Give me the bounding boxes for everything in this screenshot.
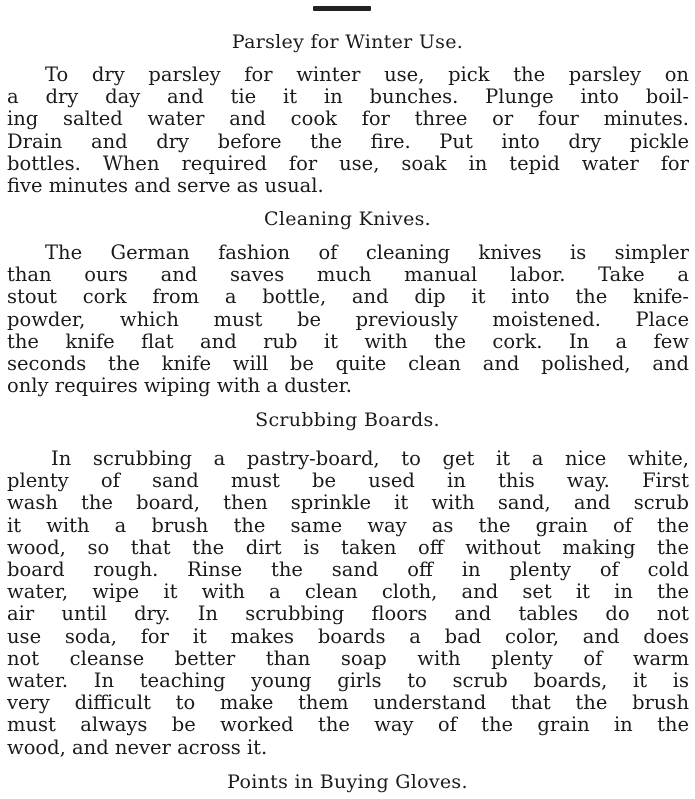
paragraph-knives	[7, 242, 689, 397]
text-line: To dry parsley for winter use, pick the parsley on	[45, 63, 689, 86]
text-line: use soda, for it makes boards a bad color, and does	[7, 624, 689, 648]
text-line: ing salted water and cook for three or four minutes.	[7, 107, 689, 131]
text-line: board rough. Rinse the sand off in plenty of cold	[7, 558, 689, 582]
section-heading-gloves: Points in Buying Gloves.	[227, 771, 468, 793]
section-heading-knives: Cleaning Knives.	[263, 208, 431, 230]
text-line: than ours and saves much manual labor. Take a	[7, 263, 689, 287]
text-line: The German fashion of cleaning knives is simpler	[45, 241, 689, 264]
text-line: powder, which must be previously moistened. Place	[7, 307, 689, 331]
text-line: stout cork from a bottle, and dip it into the knife-	[7, 285, 689, 309]
text-line: water. In teaching young girls to scrub boards, it is	[7, 669, 689, 693]
text-line: plenty of sand must be used in this way. First	[7, 469, 689, 493]
column-rule	[313, 6, 371, 11]
text-line: it with a brush the same way as the grain of the	[7, 513, 689, 537]
text-line: the knife flat and rub it with the cork. In a few	[7, 329, 689, 353]
paragraph-scrubbing	[7, 448, 689, 759]
text-line: air until dry. In scrubbing floors and tables do not	[7, 602, 689, 626]
text-line: five minutes and serve as usual.	[7, 174, 324, 198]
text-line: wood, so that the dirt is taken off without making the	[7, 535, 689, 559]
section-heading-parsley: Parsley for Winter Use.	[231, 31, 464, 53]
text-line: wash the board, then sprinkle it with sand, and scrub	[7, 491, 689, 515]
text-line: wood, and never across it.	[7, 735, 268, 759]
text-line: bottles. When required for use, soak in tepid water for	[7, 151, 689, 175]
text-line: very difficult to make them understand that the brush	[7, 691, 689, 715]
text-line: seconds the knife will be quite clean and polished, and	[7, 352, 689, 376]
text-line: water, wipe it with a clean cloth, and set it in the	[7, 580, 689, 604]
text-line: In scrubbing a pastry-board, to get it a nice white,	[51, 447, 689, 470]
text-line: only requires wiping with a duster.	[7, 374, 352, 398]
text-line: a dry day and tie it in bunches. Plunge into boil-	[7, 85, 689, 109]
paragraph-parsley	[7, 64, 689, 197]
section-heading-scrubbing: Scrubbing Boards.	[255, 409, 440, 431]
text-line: must always be worked the way of the grain in the	[7, 713, 689, 737]
text-line: not cleanse better than soap with plenty of warm	[7, 646, 689, 670]
text-line: Drain and dry before the fire. Put into dry pickle	[7, 129, 689, 153]
